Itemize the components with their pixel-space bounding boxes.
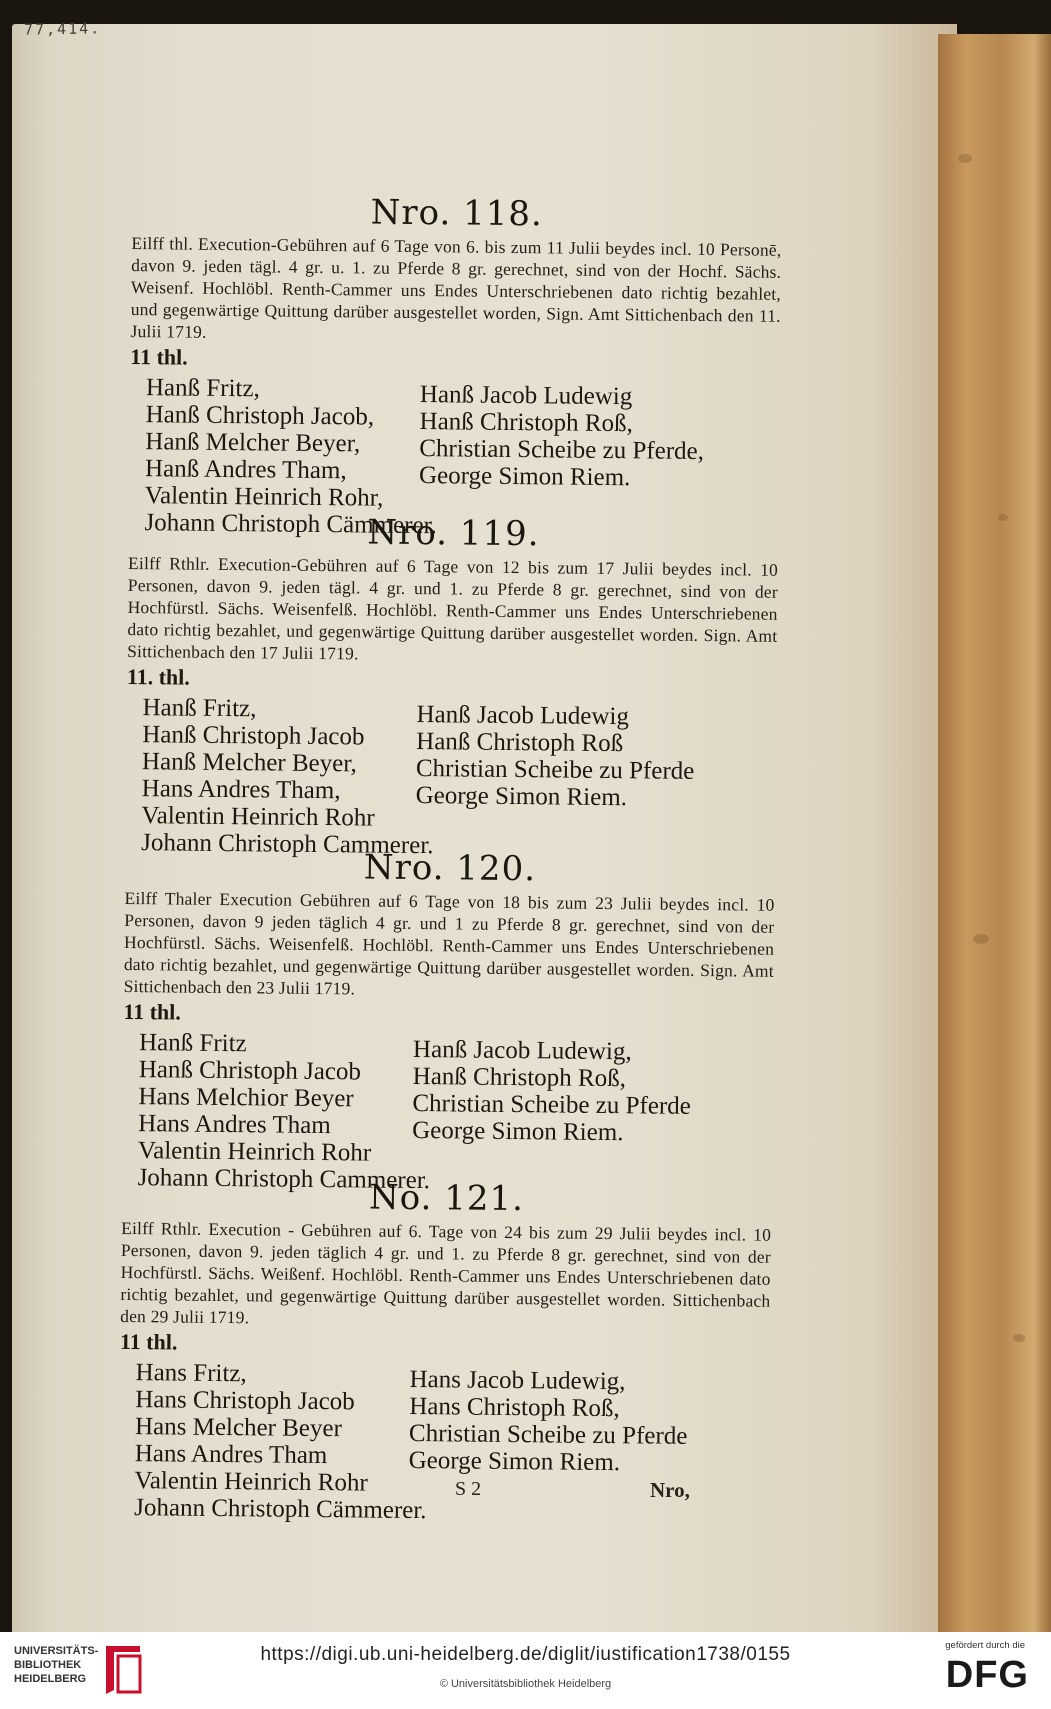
signatory: Valentin Heinrich Rohr bbox=[134, 1467, 368, 1497]
receipt-entry bbox=[118, 1175, 772, 1525]
signatory: Christian Scheibe zu Pferde bbox=[412, 1089, 691, 1120]
signatory: George Simon Riem. bbox=[415, 782, 628, 812]
signatory: Hans Andres Tham bbox=[138, 1110, 331, 1140]
signatory: Hanß Christoph Roß, bbox=[419, 408, 633, 438]
signatories-left-column bbox=[138, 1029, 432, 1194]
receipt-amount: 11. thl. bbox=[126, 663, 191, 690]
signatories bbox=[122, 1029, 774, 1195]
signatory: George Simon Riem. bbox=[408, 1446, 621, 1477]
receipt-amount: 11 thl. bbox=[130, 343, 188, 370]
signatory: Christian Scheibe zu Pferde, bbox=[419, 435, 705, 466]
signatories-right-column bbox=[409, 1366, 689, 1477]
library-name-line: UNIVERSITÄTS- bbox=[14, 1645, 99, 1657]
receipt-text: Eilff Thaler Execution Gebühren auf 6 Tage von 18 bis zum 23 Julii beydes incl. 10 Personen, davon 9 jeden täglich 4 gr. und 1 zu Pferde 8 gr. gerechnet, sind von der Hochfürstl. Sächs. Weisenfelß. Hochlöbl. Renth-Cammer uns Endes Unterschriebenen dato richtig bezahlet, und gegenwärtige Quittung darüber ausgestellet worden. Sign. Amt Sittichenbach den 23 Julii 1719. bbox=[123, 887, 775, 999]
signatories-right-column bbox=[412, 1036, 692, 1147]
receipt-text: Eilff thl. Execution-Gebühren auf 6 Tage von 6. bis zum 11 Julii beydes incl. 10 Personē, davon 9. jeden tägl. 4 gr. u. 1. zu Pferde 8 gr. gerechnet, sind von der Hochf. Sächs. Weisenf. Hochlöbl. Renth-Cammer uns Endes Unterschriebenen dato richtig bezahlet, und gegenwärtige Quittung darüber ausgestellet worden, Sign. Amt Sittichenbach den 11. Julii 1719. bbox=[130, 232, 782, 342]
signatory: Johann Christoph Cämmerer. bbox=[144, 509, 437, 540]
entry-number: Nro. 120. bbox=[363, 847, 537, 890]
permalink-url[interactable]: https://digi.ub.uni-heidelberg.de/diglit/iustification1738/0155 bbox=[260, 1644, 791, 1665]
library-name-line: BIBLIOTHEK bbox=[14, 1659, 82, 1671]
signatory: Christian Scheibe zu Pferde bbox=[408, 1419, 688, 1450]
signatory: Hanß Christoph Roß, bbox=[412, 1062, 627, 1093]
signatory: Hans Melcher Beyer bbox=[134, 1413, 343, 1443]
receipt-text: Eilff Rthlr. Execution-Gebühren auf 6 Tage von 12 bis zum 17 Julii beydes incl. 10 Personen, davon 9. jeden tägl. 4 gr. und 1. zu Pferde 8 gr. gerechnet, sind von der Hochfürstl. Sächs. Weisenfelß. Hochlöbl. Renth-Cammer uns Endes Unterschriebenen dato richtig bezahlet, und gegenwärtige Quittung darüber ausgestellet worden. Sign. Amt Sittichenbach den 17 Julii 1719. bbox=[127, 552, 779, 664]
signatory: George Simon Riem. bbox=[412, 1116, 624, 1147]
signatory: Hans Andres Tham, bbox=[141, 775, 341, 805]
signatory: Hanß Christoph Roß bbox=[416, 728, 624, 758]
signatory: Hans Fritz, bbox=[135, 1359, 247, 1388]
signatories-right-column bbox=[419, 381, 705, 492]
signatory: Hanß Melcher Beyer, bbox=[141, 748, 358, 778]
signatory: Hanß Christoph Jacob bbox=[142, 721, 365, 751]
signatory: Johann Christoph Cämmerer. bbox=[134, 1494, 427, 1525]
entry-number: Nro. 119. bbox=[367, 512, 540, 555]
receipt-text: Eilff Rthlr. Execution - Gebühren auf 6. Tage von 24 bis zum 29 Julii beydes incl. 10 Personen, davon 9. jeden täglich 4 gr. und 1. zu Pferde 8 gr. gerechnet, sind von der Hochfürstl. Sächs. Weißenf. Hochlöbl. Renth-Cammer uns Endes Unterschriebenen dato richtig bezahlet, und gegenwärtige Quittung darüber ausgestellet worden. Sittichenbach den 29 Julii 1719. bbox=[120, 1217, 772, 1328]
signatory: Hanß Andres Tham, bbox=[144, 455, 347, 485]
signatory: Hanß Christoph Jacob, bbox=[145, 401, 375, 431]
viewer-footer bbox=[0, 1632, 1051, 1709]
signatory: Hanß Jacob Ludewig, bbox=[412, 1035, 632, 1066]
dfg-logo: DFG bbox=[945, 1654, 1029, 1696]
receipt-amount: 11 thl. bbox=[123, 998, 181, 1025]
handwritten-shelfmark: 77,414. bbox=[23, 19, 102, 39]
signatory: Hanß Jacob Ludewig bbox=[416, 701, 630, 731]
signatory: Christian Scheibe zu Pferde bbox=[415, 755, 695, 785]
signatory: Valentin Heinrich Rohr bbox=[137, 1137, 372, 1167]
receipt-entry bbox=[125, 510, 779, 860]
signatories bbox=[125, 694, 777, 860]
page-content bbox=[118, 190, 782, 1547]
signatories-left-column bbox=[141, 694, 435, 859]
signatory: Hans Christoph Roß, bbox=[409, 1392, 620, 1423]
funding-label: gefördert durch die bbox=[945, 1640, 1025, 1651]
signatory: Hanß Fritz, bbox=[145, 374, 260, 403]
signature-mark: S 2 bbox=[455, 1478, 482, 1500]
signatory: Hans Jacob Ludewig, bbox=[409, 1365, 626, 1396]
signatories-left-column bbox=[134, 1359, 428, 1524]
entry-number: Nro. 118. bbox=[370, 192, 544, 235]
book-cover-edge bbox=[938, 34, 1051, 1632]
signatory: Valentin Heinrich Rohr bbox=[141, 802, 375, 832]
copyright-notice: © Universitätsbibliothek Heidelberg bbox=[439, 1678, 612, 1690]
signatory: Valentin Heinrich Rohr, bbox=[144, 482, 384, 512]
signatory: Hans Andres Tham bbox=[134, 1440, 328, 1470]
signatory: Hanß Melcher Beyer, bbox=[145, 428, 361, 458]
signatory: Hanß Fritz, bbox=[142, 694, 257, 723]
signatory: Hans Melchior Beyer bbox=[138, 1083, 354, 1113]
receipt-entry bbox=[122, 845, 775, 1195]
signatories-right-column bbox=[416, 701, 696, 812]
signatory: Johann Christoph Cammerer. bbox=[141, 829, 434, 860]
signatory: Hanß Jacob Ludewig bbox=[419, 381, 633, 411]
signatory: Hanß Christoph Jacob bbox=[138, 1056, 362, 1086]
catchword: Nro, bbox=[650, 1478, 690, 1502]
signatory: Hanß Fritz bbox=[138, 1029, 247, 1058]
library-name-line: HEIDELBERG bbox=[14, 1673, 87, 1685]
signatory: George Simon Riem. bbox=[418, 462, 631, 492]
receipt-amount: 11 thl. bbox=[119, 1328, 178, 1355]
entry-number: No. 121. bbox=[368, 1177, 525, 1220]
signatory: Hans Christoph Jacob bbox=[135, 1386, 355, 1416]
signatory: Johann Christoph Cammerer. bbox=[137, 1164, 431, 1195]
